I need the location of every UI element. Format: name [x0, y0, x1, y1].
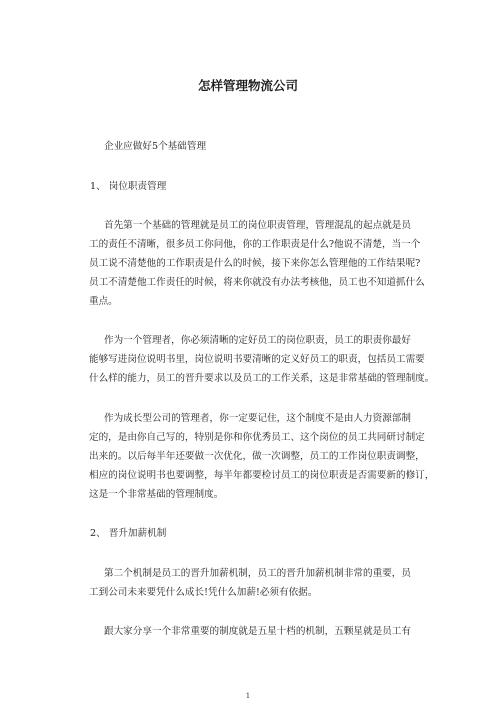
paragraph-line: 第二个机制是员工的晋升加薪机制，员工的晋升加薪机制非常的重要，员	[104, 568, 411, 579]
paragraph-line: 这是一个非常基础的管理制度。	[89, 489, 224, 500]
paragraph-line: 员工不清楚他工作责任的时候，将来你就没有办法考核他，员工也不知道抓什么	[89, 277, 425, 288]
paragraph-line: 相应的岗位说明书也要调整，每半年都要检讨员工的岗位职责是否需要新的修订，	[89, 470, 435, 481]
intro-line: 企业应做好5个基础管理	[104, 141, 207, 152]
paragraph-line: 出来的。以后每半年还要做一次优化，做一次调整，员工的工作岗位职责调整，	[89, 451, 425, 462]
page-title: 怎样管理物流公司	[197, 78, 298, 93]
section-heading-2: 2、 晋升加薪机制	[90, 528, 167, 539]
paragraph-line: 工的责任不清晰，很多员工你问他，你的工作职责是什么?他说不清楚，当一个	[89, 239, 421, 250]
paragraph-line: 能够写进岗位说明书里，岗位说明书要清晰的定义好员工的职责，包括员工需要	[89, 354, 425, 365]
paragraph-line: 首先第一个基础的管理就是员工的岗位职责管理，管理混乱的起点就是员	[104, 220, 411, 231]
page-number: 1	[245, 692, 251, 700]
paragraph-line: 重点。	[89, 296, 118, 307]
paragraph-line: 工到公司未来要凭什么成长!凭什么加薪!必须有依据。	[89, 587, 318, 598]
paragraph-line: 员工说不清楚他的工作职责是什么的时候，接下来你怎么管理他的工作结果呢?	[89, 258, 421, 269]
paragraph-line: 作为一个管理者，你必须清晰的定好员工的岗位职责，员工的职责你最好	[104, 335, 411, 346]
paragraph-line: 作为成长型公司的管理者，你一定要记住，这个制度不是由人力资源部制	[104, 413, 411, 424]
paragraph-line: 定的，是由你自己写的，特别是你和你优秀员工、这个岗位的员工共同研讨制定	[89, 432, 425, 443]
paragraph-line: 跟大家分享一个非常重要的制度就是五星十档的机制，五颗星就是员工有	[104, 626, 411, 637]
section-heading-1: 1、 岗位职责管理	[90, 181, 167, 192]
paragraph-line: 什么样的能力，员工的晋升要求以及员工的工作关系，这是非常基础的管理制度。	[89, 373, 435, 384]
